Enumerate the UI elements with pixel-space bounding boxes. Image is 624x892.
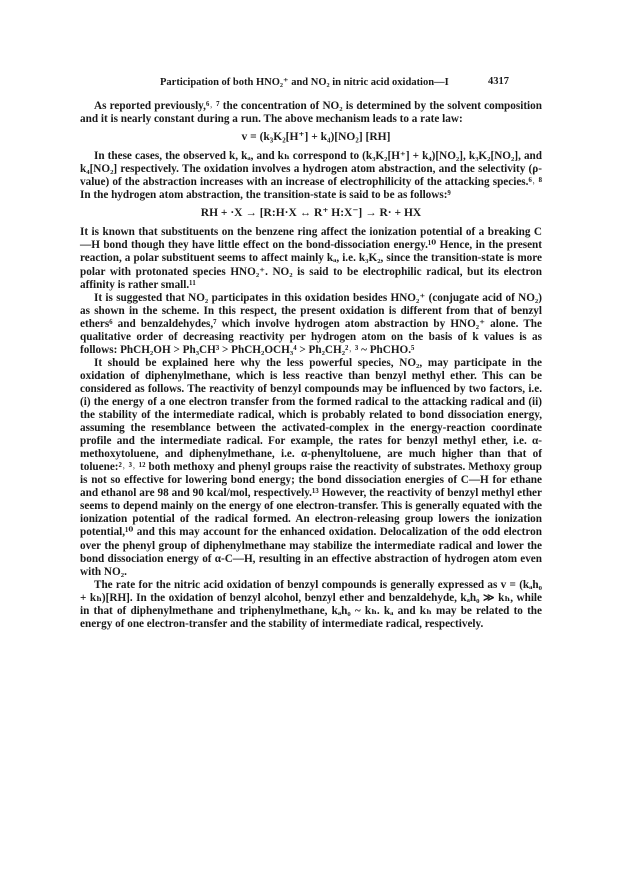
paragraph-diphenylmethane: It should be explained here why the less powerful species, NO₂, may participate in the oxidation of diphenylmethane, which is less reactive than benzyl methyl ether. This can be considered as follows. The reactivity of benzyl compounds may be influenced by two factors, i.e. (i) the energy of a one electron transfer from the formed radical to the attacking radical and (ii) the stability of the intermediate radical, which is probably related to bond dissociation energy, assuming the resemblance between the activated-complex in the energy-reaction coordinate profile and the intermediate radical. For example, the rates for benzyl methyl ether, i.e. α-methoxytoluene, and diphenylmethane, i.e. α-phenyltoluene, are much higher than that of toluene:²˒ ³˒ ¹² both methoxy and phenyl groups raise the reactivity of substrates. Methoxy group is not so effective for lowering bond energy; the bond dissociation energies of C—H for ethane and ethanol are 98 and 90 kcal/mol, respectively.¹³ However, the reactivity of benzyl methyl ether seems to depend mainly on the energy of one electron-transfer. This is generally equated with the ionization potential of the radical formed. An electron-releasing group lowers the ionization potential,¹⁰ and this may account for the enhanced oxidation. Delocalization of the odd electron over the phenyl group of diphenylmethane may stabilize the intermediate radical and lower the bond dissociation energy of α-C—H, resulting in an effective abstraction of hydrogen atom even with NO₂. — [80, 356, 542, 578]
paragraph-observed-constants: In these cases, the observed k, kₐ, and kₕ correspond to (k₃K₂[H⁺] + k₄)[NO₂], k₃K₂[NO₂], and k₄[NO₂] respectively. The oxidation involves a hydrogen atom abstraction, and the selectivity (ρ-value) of the abstraction increases with an increase of electrophilicity of the attacking species.⁶˒ ⁸ In the hydrogen atom abstraction, the transition-state is said to be as follows:⁹ — [80, 150, 542, 202]
article-body — [80, 100, 542, 631]
page-number: 4317 — [488, 76, 509, 87]
page-header — [0, 76, 624, 90]
paragraph-rate-expression: The rate for the nitric acid oxidation of benzyl compounds is generally expressed as v = (kₐh₀ + kₕ)[RH]. In the oxidation of benzyl alcohol, benzyl ether and benzaldehyde, kₐh₀ ≫ kₕ, while in that of diphenylmethane and triphenylmethane, kₐh₀ ~ kₕ. kₐ and kₕ may be related to the energy of one electron-transfer and the stability of intermediate radical, respectively. — [80, 578, 542, 630]
paragraph-solvent-composition: As reported previously,⁶˒ ⁷ the concentration of NO₂ is determined by the solvent composition and it is nearly constant during a run. The above mechanism leads to a rate law: — [80, 100, 542, 126]
running-title: Participation of both HNO₂⁺ and NO₂ in nitric acid oxidation—I — [160, 77, 449, 88]
paragraph-ionization-potential: It is known that substituents on the benzene ring affect the ionization potential of a breaking C—H bond though they have little effect on the bond-dissociation energy.¹⁰ Hence, in the present reaction, a polar substituent seems to affect mainly kₐ, i.e. k₃K₂, since the transition-state is more polar with protonated species HNO₂⁺. NO₂ is said to be electrophilic radical, but its electron affinity is rather small.¹¹ — [80, 226, 542, 291]
paragraph-no2-participation: It is suggested that NO₂ participates in this oxidation besides HNO₂⁺ (conjugate acid of NO₂) as shown in the scheme. In this respect, the present oxidation is different from that of benzyl ethers⁶ and benzaldehydes,⁷ which involve hydrogen atom abstraction by HNO₂⁺ alone. The qualitative order of decreasing reactivity per hydrogen atom on the basis of k values is as follows: PhCH₂OH > Ph₃CH³ > PhCH₂OCH₃⁴ > Ph₂CH₂²˒ ³ ~ PhCHO.⁵ — [80, 291, 542, 356]
transition-state-equation: RH + ·X → [R:H·X ↔ R⁺ H:X⁻] → R· + HX — [200, 207, 422, 220]
rate-law-equation: v = (k₃K₂[H⁺] + k₄)[NO₂] [RH] — [241, 131, 391, 144]
